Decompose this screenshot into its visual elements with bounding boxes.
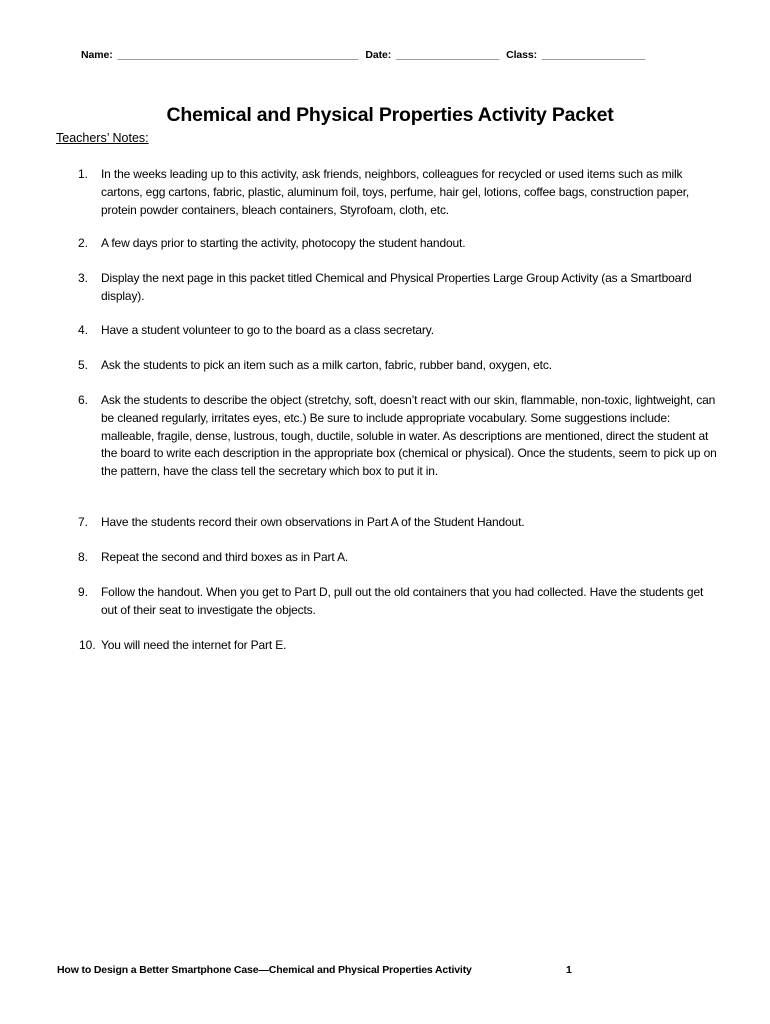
list-item (78, 584, 718, 620)
list-item (78, 637, 718, 655)
list-item (78, 166, 718, 219)
list-item-number: 8. (78, 550, 89, 564)
list-item-text: Follow the handout. When you get to Part D, pull out the old containers that you had collected. Have the students get out of their seat to investigate the objects. (101, 585, 704, 617)
list-item-number: 3. (78, 271, 89, 285)
class-blank: __________________ (541, 49, 646, 61)
page-title: Chemical and Physical Properties Activity Packet (166, 104, 614, 126)
list-item-text: A few days prior to starting the activity, photocopy the student handout. (101, 236, 466, 250)
list-item-number: 7. (78, 515, 89, 529)
date-label: Date: (365, 49, 392, 61)
name-label: Name: (81, 49, 113, 61)
list-item (78, 270, 718, 306)
list-item-number: 2. (78, 236, 89, 250)
list-item (78, 235, 718, 253)
list-item (78, 549, 718, 567)
list-item-text: Display the next page in this packet titled Chemical and Physical Properties Large Group Activity (as a Smartboard display). (101, 271, 692, 303)
list-item-number: 1. (78, 167, 89, 181)
page-number: 1 (566, 964, 572, 976)
list-item (78, 514, 718, 532)
list-item-text: In the weeks leading up to this activity, ask friends, neighbors, colleagues for recycled or used items such as milk cartons, egg cartons, fabric, plastic, aluminum foil, toys, perfume, hair gel, lotions, coffee bags, construction paper, protein powder containers, bleach containers, Styrofoam, cloth, etc. (101, 167, 690, 217)
list-item-number: 5. (78, 358, 89, 372)
list-item-number: 4. (78, 323, 89, 337)
list-item (78, 357, 718, 375)
footer-text: How to Design a Better Smartphone Case—Chemical and Physical Properties Activity (57, 964, 472, 976)
list-item-number: 6. (78, 393, 89, 407)
list-item-number: 9. (78, 585, 89, 599)
list-item-text: Repeat the second and third boxes as in Part A. (101, 550, 349, 564)
list-item (78, 322, 718, 340)
notes-heading: Teachers’ Notes: (56, 131, 149, 145)
list-item-text: Ask the students to describe the object (stretchy, soft, doesn’t react with our skin, flammable, non-toxic, lightweight, can be cleaned regularly, irritates eyes, etc.) Be sure to include appropriate vocabulary. Some suggestions include: malleable, fragile, dense, lustrous, tough, ductile, soluble in water. As descriptions are mentioned, direct the student at the board to write each description in the appropriate box (chemical or physical). Once the students, seem to pick up on the pattern, have the class tell the secretary which box to put it in. (101, 393, 717, 479)
list-item-text: Have the students record their own observations in Part A of the Student Handout. (101, 515, 525, 529)
name-blank: __________________________________________ (117, 49, 359, 61)
date-blank: __________________ (395, 49, 500, 61)
class-label: Class: (506, 49, 538, 61)
list-item-text: You will need the internet for Part E. (101, 638, 287, 652)
list-item-text: Ask the students to pick an item such as a milk carton, fabric, rubber band, oxygen, etc. (101, 358, 552, 372)
list-item-text: Have a student volunteer to go to the board as a class secretary. (101, 323, 434, 337)
list-item-number: 10. (79, 638, 96, 652)
list-item (78, 392, 718, 481)
